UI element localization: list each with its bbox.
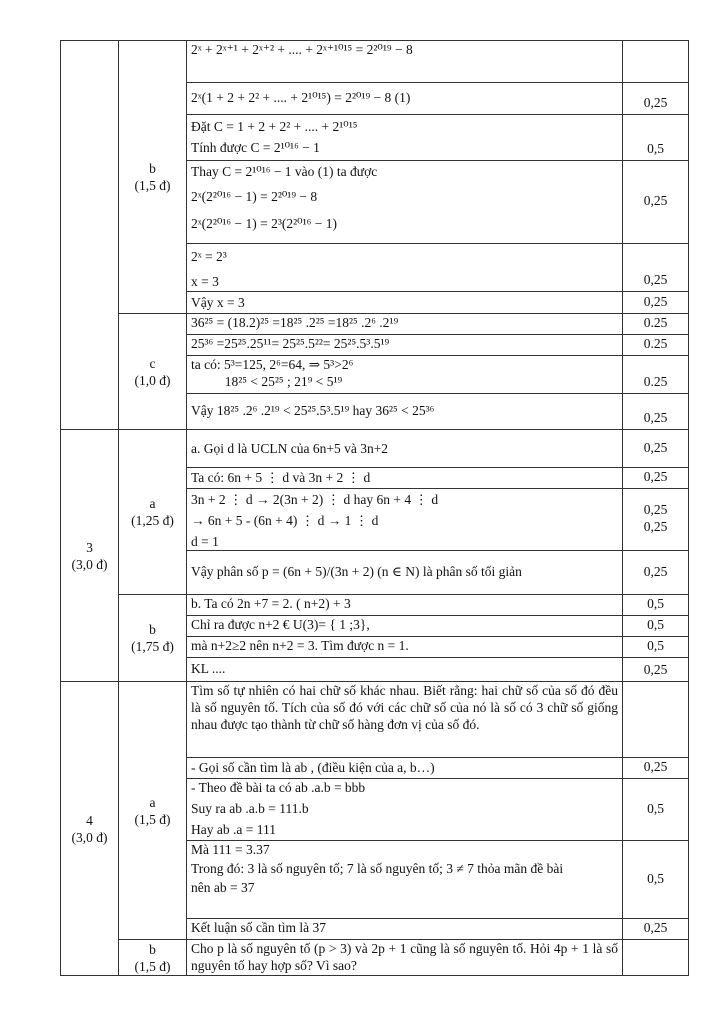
content-cell: 36²⁵ = (18.2)²⁵ =18²⁵ .2²⁵ =18²⁵ .2⁶ .2¹⁹	[187, 314, 623, 335]
content-cell: Đặt C = 1 + 2 + 2² + .... + 2¹⁰¹⁵ Tính được C = 2¹⁰¹⁶ − 1	[187, 115, 623, 161]
score-cell: 0.25	[623, 356, 689, 394]
table-row	[61, 430, 689, 468]
content-cell: 3n + 2 ⋮ d → 2(3n + 2) ⋮ d hay 6n + 4 ⋮ d → 6n + 5 - (6n + 4) ⋮ d → 1 ⋮ d d = 1	[187, 489, 623, 551]
content-cell: Vậy phân số p = (6n + 5)/(3n + 2) (n ∈ N) là phân số tối giản	[187, 551, 623, 595]
question-cell-q4: 4 (3,0 đ)	[61, 682, 119, 976]
score-cell: 0,25	[623, 658, 689, 682]
score-cell: 0,5	[623, 779, 689, 841]
content-cell: Thay C = 2¹⁰¹⁶ − 1 vào (1) ta được 2ˣ(2²⁰¹⁶ − 1) = 2²⁰¹⁹ − 8 2ˣ(2²⁰¹⁶ − 1) = 2³(2²⁰¹⁶ − 1)	[187, 161, 623, 244]
content-cell: 2ˣ + 2ˣ⁺¹ + 2ˣ⁺² + .... + 2ˣ⁺¹⁰¹⁵ = 2²⁰¹⁹ − 8	[187, 41, 623, 83]
content-cell: Cho p là số nguyên tố (p > 3) và 2p + 1 cũng là số nguyên tố. Hỏi 4p + 1 là số nguyên tố hay hợp số? Vì sao?	[187, 940, 623, 976]
content-cell: KL ....	[187, 658, 623, 682]
score-cell: 0,5	[623, 637, 689, 658]
content-cell: Vậy x = 3	[187, 292, 623, 314]
content-cell: - Gọi số cần tìm là ab , (điều kiện của a, b…)	[187, 758, 623, 779]
content-cell: 2ˣ = 2³ x = 3	[187, 244, 623, 292]
score-cell: 0,25	[623, 919, 689, 940]
score-cell: 0,25	[623, 394, 689, 430]
score-cell: 0,5	[623, 616, 689, 637]
content-cell: Mà 111 = 3.37 Trong đó: 3 là số nguyên tố; 7 là số nguyên tố; 3 ≠ 7 thỏa mãn đề bài nên ab = 37	[187, 841, 623, 919]
table-row	[61, 314, 689, 335]
content-cell: Vậy 18²⁵ .2⁶ .2¹⁹ < 25²⁵.5³.5¹⁹ hay 36²⁵ < 25³⁶	[187, 394, 623, 430]
table-row	[61, 595, 689, 616]
score-cell: 0,25	[623, 430, 689, 468]
table-row	[61, 682, 689, 758]
score-cell: 0,5	[623, 595, 689, 616]
score-cell: 0,25	[623, 244, 689, 292]
score-cell: 0,5	[623, 841, 689, 919]
score-cell	[623, 41, 689, 83]
content-cell: b. Ta có 2n +7 = 2. ( n+2) + 3	[187, 595, 623, 616]
answer-table	[60, 40, 689, 976]
score-cell: 0,25 0,25	[623, 489, 689, 551]
score-cell: 0,25	[623, 551, 689, 595]
table-row	[61, 41, 689, 83]
content-cell: 2ˣ(1 + 2 + 2² + .... + 2¹⁰¹⁵) = 2²⁰¹⁹ − 8 (1)	[187, 83, 623, 115]
question-cell-q3: 3 (3,0 đ)	[61, 430, 119, 682]
content-cell: Kết luận số cần tìm là 37	[187, 919, 623, 940]
part-cell-q4b: b (1,5 đ)	[119, 940, 187, 976]
content-cell: Chỉ ra được n+2 € U(3)= { 1 ;3},	[187, 616, 623, 637]
score-cell	[623, 682, 689, 758]
score-cell: 0,25	[623, 83, 689, 115]
part-cell-q4a: a (1,5 đ)	[119, 682, 187, 940]
content-cell: mà n+2≥2 nên n+2 = 3. Tìm được n = 1.	[187, 637, 623, 658]
score-cell: 0,25	[623, 468, 689, 489]
part-cell-q3b: b (1,75 đ)	[119, 595, 187, 682]
score-cell: 0.25	[623, 335, 689, 356]
score-cell: 0,5	[623, 115, 689, 161]
content-cell: Tìm số tự nhiên có hai chữ số khác nhau. Biết rằng: hai chữ số của số đó đều là số nguyên tố. Tích của số đó với các chữ số của nó là số có 3 chữ số giống nhau được tạo thành từ chữ số hàng đơn vị của số đó.	[187, 682, 623, 758]
score-cell: 0.25	[623, 314, 689, 335]
part-cell-q3a: a (1,25 đ)	[119, 430, 187, 595]
content-cell: Ta có: 6n + 5 ⋮ d và 3n + 2 ⋮ d	[187, 468, 623, 489]
score-cell: 0,25	[623, 161, 689, 244]
question-cell-q2	[61, 41, 119, 430]
content-cell: a. Gọi d là UCLN của 6n+5 và 3n+2	[187, 430, 623, 468]
part-cell-q2c: c (1,0 đ)	[119, 314, 187, 430]
content-cell: ta có: 5³=125, 2⁶=64, ⇒ 5³>2⁶ 18²⁵ < 25²⁵ ; 21⁹ < 5¹⁹	[187, 356, 623, 394]
score-cell: 0,25	[623, 758, 689, 779]
table-row	[61, 940, 689, 976]
content-cell: - Theo đề bài ta có ab .a.b = bbb Suy ra ab .a.b = 111.b Hay ab .a = 111	[187, 779, 623, 841]
part-cell-q2b: b (1,5 đ)	[119, 41, 187, 314]
score-cell	[623, 940, 689, 976]
score-cell: 0,25	[623, 292, 689, 314]
content-cell: 25³⁶ =25²⁵.25¹¹= 25²⁵.5²²= 25²⁵.5³.5¹⁹	[187, 335, 623, 356]
